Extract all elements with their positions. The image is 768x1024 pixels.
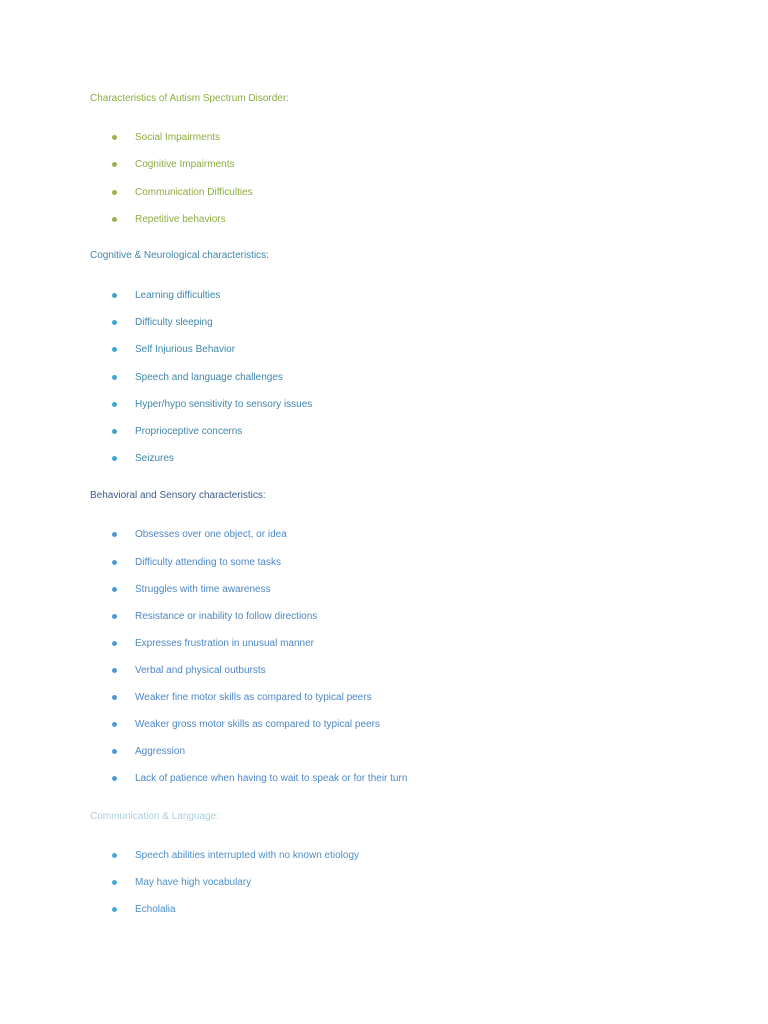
list-item-text: Repetitive behaviors bbox=[135, 214, 226, 225]
section-heading-asd-characteristics: Characteristics of Autism Spectrum Disorder: bbox=[90, 93, 289, 104]
bullet-icon bbox=[112, 749, 117, 754]
bullet-icon bbox=[112, 293, 117, 298]
list-item-text: Expresses frustration in unusual manner bbox=[135, 638, 314, 649]
bullet-icon bbox=[112, 320, 117, 325]
bullet-icon bbox=[112, 217, 117, 222]
bullet-icon bbox=[112, 347, 117, 352]
list-item-text: Social Impairments bbox=[135, 132, 221, 143]
bullet-icon bbox=[112, 587, 117, 592]
bullet-icon bbox=[112, 402, 117, 407]
section-heading-cognitive-neurological: Cognitive & Neurological characteristics: bbox=[90, 250, 269, 261]
bullet-icon bbox=[112, 456, 117, 461]
list-item-text: Aggression bbox=[135, 746, 186, 757]
list-item-text: Difficulty attending to some tasks bbox=[135, 557, 281, 568]
list-item-text: Cognitive Impairments bbox=[135, 159, 235, 170]
list-item-text: Seizures bbox=[135, 453, 174, 464]
list-item-text: Communication Difficulties bbox=[135, 187, 253, 198]
bullet-icon bbox=[112, 560, 117, 565]
bullet-icon bbox=[112, 429, 117, 434]
bullet-icon bbox=[112, 668, 117, 673]
list-item-text: Weaker fine motor skills as compared to typical peers bbox=[135, 692, 372, 703]
bullet-icon bbox=[112, 375, 117, 380]
bullet-icon bbox=[112, 532, 117, 537]
bullet-icon bbox=[112, 853, 117, 858]
bullet-icon bbox=[112, 880, 117, 885]
bullet-icon bbox=[112, 722, 117, 727]
bullet-icon bbox=[112, 641, 117, 646]
bullet-icon bbox=[112, 695, 117, 700]
list-item-text: Learning difficulties bbox=[135, 290, 221, 301]
list-item-text: May have high vocabulary bbox=[135, 877, 252, 888]
bullet-icon bbox=[112, 190, 117, 195]
list-item-text: Speech and language challenges bbox=[135, 372, 283, 383]
list-item-text: Verbal and physical outbursts bbox=[135, 665, 266, 676]
section-heading-communication-language: Communication & Language: bbox=[90, 811, 219, 822]
list-item-text: Speech abilities interrupted with no known etiology bbox=[135, 850, 360, 861]
list-item-text: Lack of patience when having to wait to speak or for their turn bbox=[135, 773, 408, 784]
list-item-text: Resistance or inability to follow directions bbox=[135, 611, 318, 622]
bullet-icon bbox=[112, 907, 117, 912]
list-item-text: Proprioceptive concerns bbox=[135, 426, 243, 437]
bullet-icon bbox=[112, 614, 117, 619]
list-item-text: Self Injurious Behavior bbox=[135, 344, 236, 355]
list-item-text: Echolalia bbox=[135, 904, 176, 915]
bullet-icon bbox=[112, 135, 117, 140]
list-item-text: Weaker gross motor skills as compared to typical peers bbox=[135, 719, 380, 730]
bullet-icon bbox=[112, 776, 117, 781]
bullet-icon bbox=[112, 162, 117, 167]
list-item-text: Difficulty sleeping bbox=[135, 317, 213, 328]
list-item-text: Struggles with time awareness bbox=[135, 584, 271, 595]
list-item-text: Hyper/hypo sensitivity to sensory issues bbox=[135, 399, 313, 410]
section-heading-behavioral-sensory: Behavioral and Sensory characteristics: bbox=[90, 490, 266, 501]
list-item-text: Obsesses over one object, or idea bbox=[135, 529, 287, 540]
